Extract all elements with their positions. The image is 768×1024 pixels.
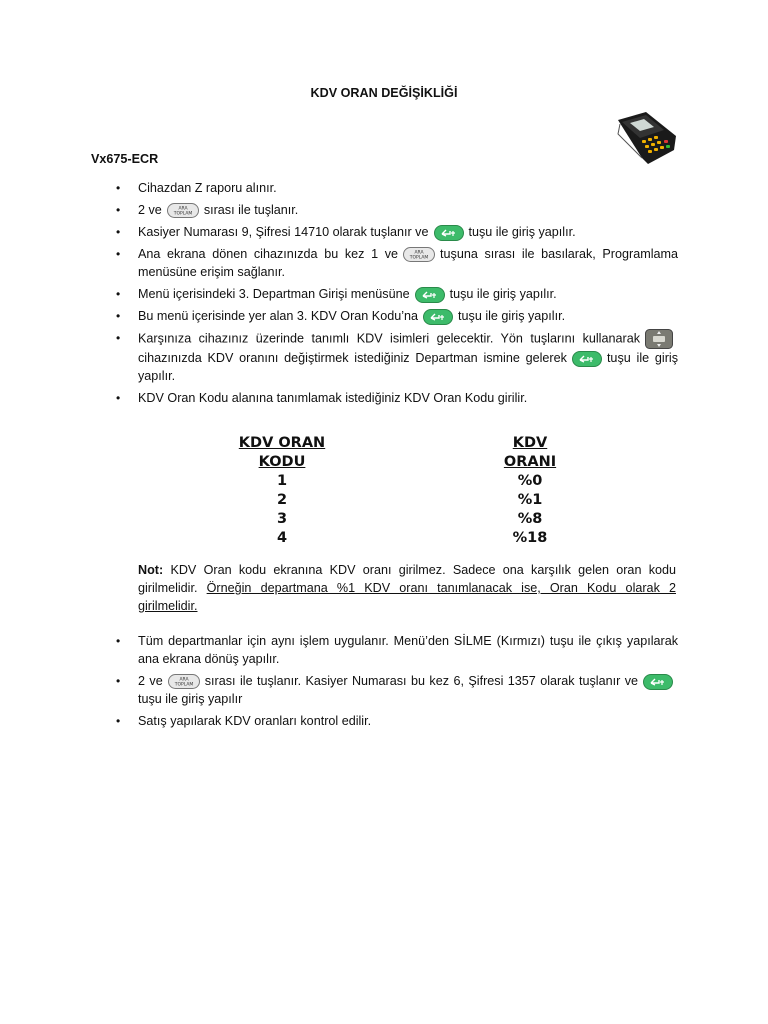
bottom-step-1 xyxy=(92,632,678,668)
rate-value-cell: %1 xyxy=(517,492,543,508)
rate-code-cell: 4 xyxy=(276,530,288,546)
step-text: Kasiyer Numarası 9, Şifresi 14710 olarak tuşlanır ve xyxy=(138,225,429,239)
navigation-key-icon xyxy=(645,329,673,349)
enter-key-icon xyxy=(434,225,464,241)
svg-text:ARA: ARA xyxy=(179,677,189,683)
bullet-icon: • xyxy=(116,203,121,217)
step-text: KDV Oran Kodu alanına tanımlamak istediğiniz KDV Oran Kodu girilir. xyxy=(138,391,528,405)
step-text-after-key: tuşu ile giriş yapılır. xyxy=(458,309,566,323)
step-text: 2 ve xyxy=(138,203,162,217)
rate-value-cell: %0 xyxy=(517,473,543,489)
step-text-after-key: tuşuna sırası ile basılarak, Programlama menüsüne erişim sağlanır. xyxy=(138,247,678,279)
bullet-icon: • xyxy=(116,247,121,261)
step-text-after-key: sırası ile tuşlanır. xyxy=(203,203,299,217)
note-example: Örneğin departmana %1 KDV oranı tanımlanacak ise, Oran Kodu olarak 2 girilmelidir. xyxy=(138,581,676,613)
document-title: KDV ORAN DEĞİŞİKLİĞİ xyxy=(310,86,458,100)
col1-header-line2: KODU xyxy=(258,454,306,470)
bullet-icon: • xyxy=(116,391,121,405)
enter-key-icon xyxy=(415,287,445,303)
rate-code-cell: 3 xyxy=(276,511,288,527)
step-text: Satış yapılarak KDV oranları kontrol edilir. xyxy=(138,714,372,728)
device-model-heading: Vx675-ECR xyxy=(91,152,159,166)
step-text-after-key: tuşu ile giriş yapılır. xyxy=(468,225,576,239)
rate-row xyxy=(232,491,568,510)
bullet-icon: • xyxy=(116,225,121,239)
top-step-2 xyxy=(92,201,678,219)
top-step-1 xyxy=(92,179,678,197)
svg-text:TOPLAM: TOPLAM xyxy=(409,255,429,261)
steps-list-top xyxy=(92,179,678,411)
top-step-5 xyxy=(92,285,678,303)
bottom-step-3 xyxy=(92,712,678,730)
rate-row xyxy=(232,472,568,491)
enter-key-icon xyxy=(423,309,453,325)
bottom-step-2 xyxy=(92,672,678,708)
top-step-6 xyxy=(92,307,678,325)
rate-code-cell: 1 xyxy=(276,473,288,489)
bullet-icon: • xyxy=(116,181,121,195)
step-text-after-key2: tuşu ile giriş yapılır xyxy=(138,692,243,706)
bullet-icon: • xyxy=(116,714,121,728)
rate-value-cell: %18 xyxy=(512,530,548,546)
note-label: Not: xyxy=(138,563,164,577)
svg-text:ARA: ARA xyxy=(414,250,424,256)
ara-toplam-key-icon xyxy=(167,203,199,218)
rate-code-cell: 2 xyxy=(276,492,288,508)
svg-text:ARA: ARA xyxy=(178,206,188,212)
note-paragraph xyxy=(138,561,676,615)
step-text: Karşınıza cihazınız üzerinde tanımlı KDV isimleri gelecektir. Yön tuşlarını kullanarak xyxy=(138,331,640,346)
steps-list-bottom xyxy=(92,632,678,734)
step-text: Ana ekrana dönen cihazınızda bu kez 1 ve xyxy=(138,247,399,261)
step-text: Cihazdan Z raporu alınır. xyxy=(138,181,277,195)
ara-toplam-key-icon xyxy=(403,247,435,262)
note-text: KDV Oran kodu ekranına KDV oranı girilmez. Sadece ona karşılık gelen oran kodu girilmelidir. xyxy=(138,563,676,595)
top-step-4 xyxy=(92,245,678,281)
col2-header-line1: KDV xyxy=(512,435,548,451)
svg-text:TOPLAM: TOPLAM xyxy=(173,211,193,217)
top-step-7 xyxy=(92,329,678,385)
bullet-icon: • xyxy=(116,331,121,345)
bullet-icon: • xyxy=(116,674,121,688)
top-step-3 xyxy=(92,223,678,241)
svg-text:TOPLAM: TOPLAM xyxy=(174,682,194,688)
rate-value-cell: %8 xyxy=(517,511,543,527)
kdv-rate-table xyxy=(232,434,568,548)
step-text: 2 ve xyxy=(138,674,163,688)
rate-row xyxy=(232,529,568,548)
step-text-after-key: cihazınızda KDV oranını değiştirmek istediğiniz Departman ismine gelerek xyxy=(138,351,567,365)
step-text-after-key2: tuşu ile giriş yapılır. xyxy=(138,351,678,383)
ara-toplam-key-icon xyxy=(168,674,200,689)
rate-row xyxy=(232,510,568,529)
enter-key-icon xyxy=(643,674,673,690)
payment-terminal-image xyxy=(612,110,680,166)
step-text: Tüm departmanlar için aynı işlem uygulanır. Menü’den SİLME (Kırmızı) tuşu ile çıkış yapılarak ana ekrana dönüş yapılır. xyxy=(138,634,678,666)
col2-header-line2: ORANI xyxy=(503,454,557,470)
bullet-icon: • xyxy=(116,287,121,301)
col1-header-line1: KDV ORAN xyxy=(238,435,326,451)
step-text: Bu menü içerisinde yer alan 3. KDV Oran Kodu’na xyxy=(138,309,419,323)
step-text-after-key: tuşu ile giriş yapılır. xyxy=(449,287,557,301)
bullet-icon: • xyxy=(116,634,121,648)
enter-key-icon xyxy=(572,351,602,367)
top-step-8 xyxy=(92,389,678,407)
bullet-icon: • xyxy=(116,309,121,323)
step-text: Menü içerisindeki 3. Departman Girişi menüsüne xyxy=(138,287,410,301)
step-text-after-key: sırası ile tuşlanır. Kasiyer Numarası bu kez 6, Şifresi 1357 olarak tuşlanır ve xyxy=(204,674,639,688)
